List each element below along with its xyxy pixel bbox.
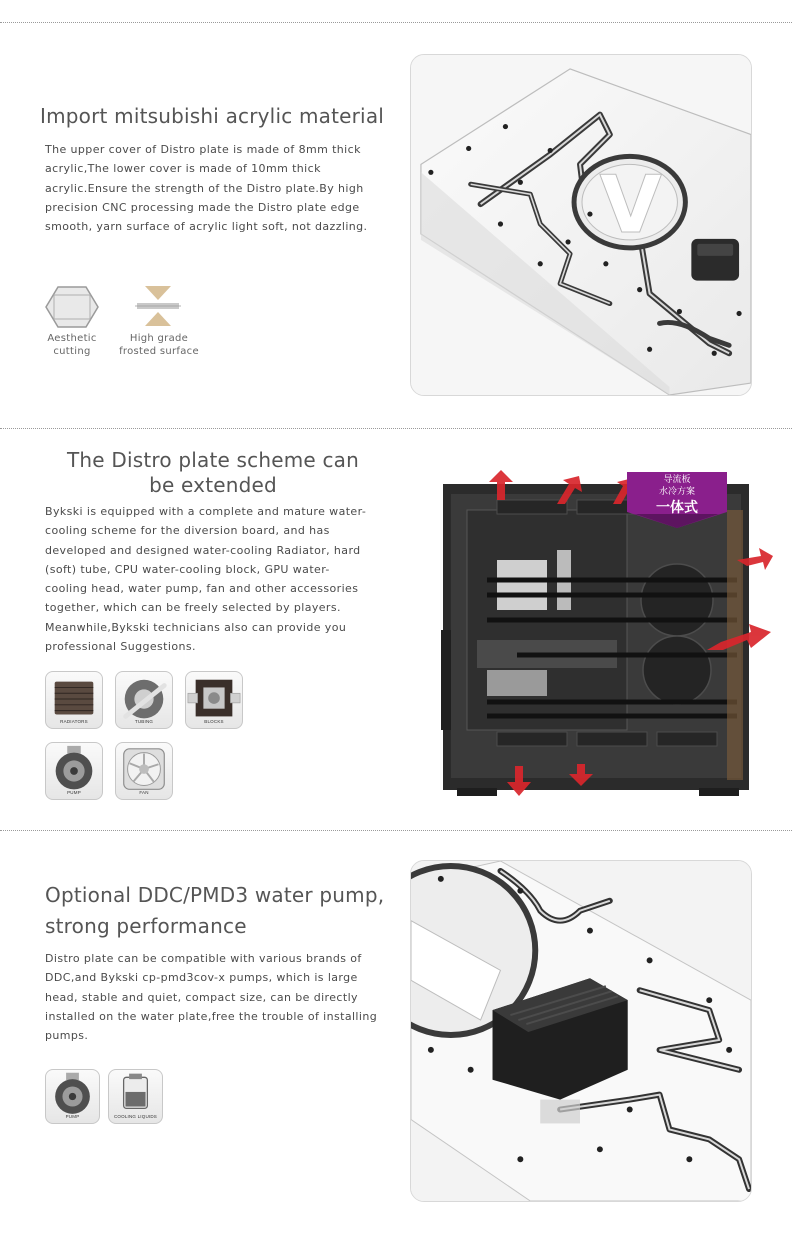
badge-line2: 水冷方案	[658, 487, 695, 497]
hexagon-cut-icon	[44, 285, 100, 329]
distro-plate-pump-image	[410, 860, 752, 1202]
section3-title	[45, 880, 384, 942]
section2-title-line: The Distro plate scheme can	[66, 448, 360, 472]
tile-label: RADIATORS	[60, 719, 88, 724]
tile-label: COOLING LIQUIDS	[113, 1114, 157, 1119]
feature-label: cutting	[53, 346, 91, 357]
radiators-tile	[45, 671, 103, 729]
top-divider	[0, 22, 792, 23]
section3-line: pumps.	[45, 1029, 89, 1043]
section2-title	[40, 448, 386, 498]
tubing-tile	[115, 671, 173, 729]
badge-line1: 导流板	[663, 475, 691, 485]
blocks-tile	[185, 671, 243, 729]
section2-title-line: be extended	[149, 473, 277, 497]
section2-description	[45, 502, 385, 656]
section2-line: together, which can be freely selected by players.	[45, 601, 341, 615]
tile-label: PUMP	[65, 1114, 80, 1119]
cooling-liquids-tile	[108, 1069, 163, 1124]
tile-label: BLOCKS	[204, 719, 224, 724]
section2-line: developed and designed water-cooling Radiator, hard	[45, 543, 361, 557]
pump-tile	[45, 742, 103, 800]
section1-line: precision CNC processing made the Distro plate edge	[45, 200, 360, 214]
section3-title-line: strong performance	[45, 914, 247, 938]
section3-line: DDC,and Bykski cp-pmd3cov-x pumps, which is large	[45, 971, 358, 985]
section1-line: The upper cover of Distro plate is made of 8mm thick	[45, 143, 361, 156]
feature-label: High grade	[129, 333, 189, 344]
tile-label: TUBING	[134, 719, 154, 724]
section3-line: head, stable and quiet, compact size, can be directly	[45, 990, 358, 1004]
tile-label: FAN	[139, 790, 149, 795]
pump-tile-small	[45, 1069, 100, 1124]
pc-case-airflow-image	[437, 470, 773, 810]
section3-title-line: Optional DDC/PMD3 water pump,	[45, 883, 385, 907]
feature-label: Aesthetic	[47, 333, 97, 344]
distro-plate-acrylic-image	[410, 54, 752, 396]
section2-line: (soft) tube, CPU water-cooling block, GPU water-	[45, 562, 330, 576]
feature-aesthetic-cutting	[34, 332, 110, 358]
section2-line: professional Suggestions.	[45, 640, 196, 654]
section1-title: Import mitsubishi acrylic material	[40, 104, 385, 128]
frosted-surface-icon	[133, 284, 183, 328]
feature-frosted-surface	[113, 332, 205, 358]
section2-line: Meanwhile,Bykski technicians also can provide you	[45, 620, 347, 634]
tile-label: PUMP	[67, 790, 81, 795]
fan-tile	[115, 742, 173, 800]
section1-line: smooth, yarn surface of acrylic light soft, not dazzling.	[45, 220, 368, 234]
section-divider-1	[0, 428, 792, 429]
section2-line: cooling head, water pump, fan and other accessories	[45, 582, 359, 596]
section3-line: installed on the water plate,free the trouble of installing	[45, 1009, 378, 1023]
section-divider-2	[0, 830, 792, 831]
section3-description	[45, 949, 384, 1045]
scheme-badge	[627, 474, 727, 518]
section3-line: Distro plate can be compatible with various brands of	[45, 952, 362, 965]
section1-line: acrylic,The lower cover is made of 10mm thick	[45, 162, 321, 176]
section2-line: cooling scheme for the diversion board, and has	[45, 524, 330, 538]
badge-line3: 一体式	[656, 500, 698, 516]
feature-label: frosted surface	[119, 346, 199, 357]
section2-line: Bykski is equipped with a complete and mature water-	[45, 505, 367, 518]
section1-line: acrylic.Ensure the strength of the Distro plate.By high	[45, 181, 364, 195]
section1-description	[45, 140, 379, 236]
